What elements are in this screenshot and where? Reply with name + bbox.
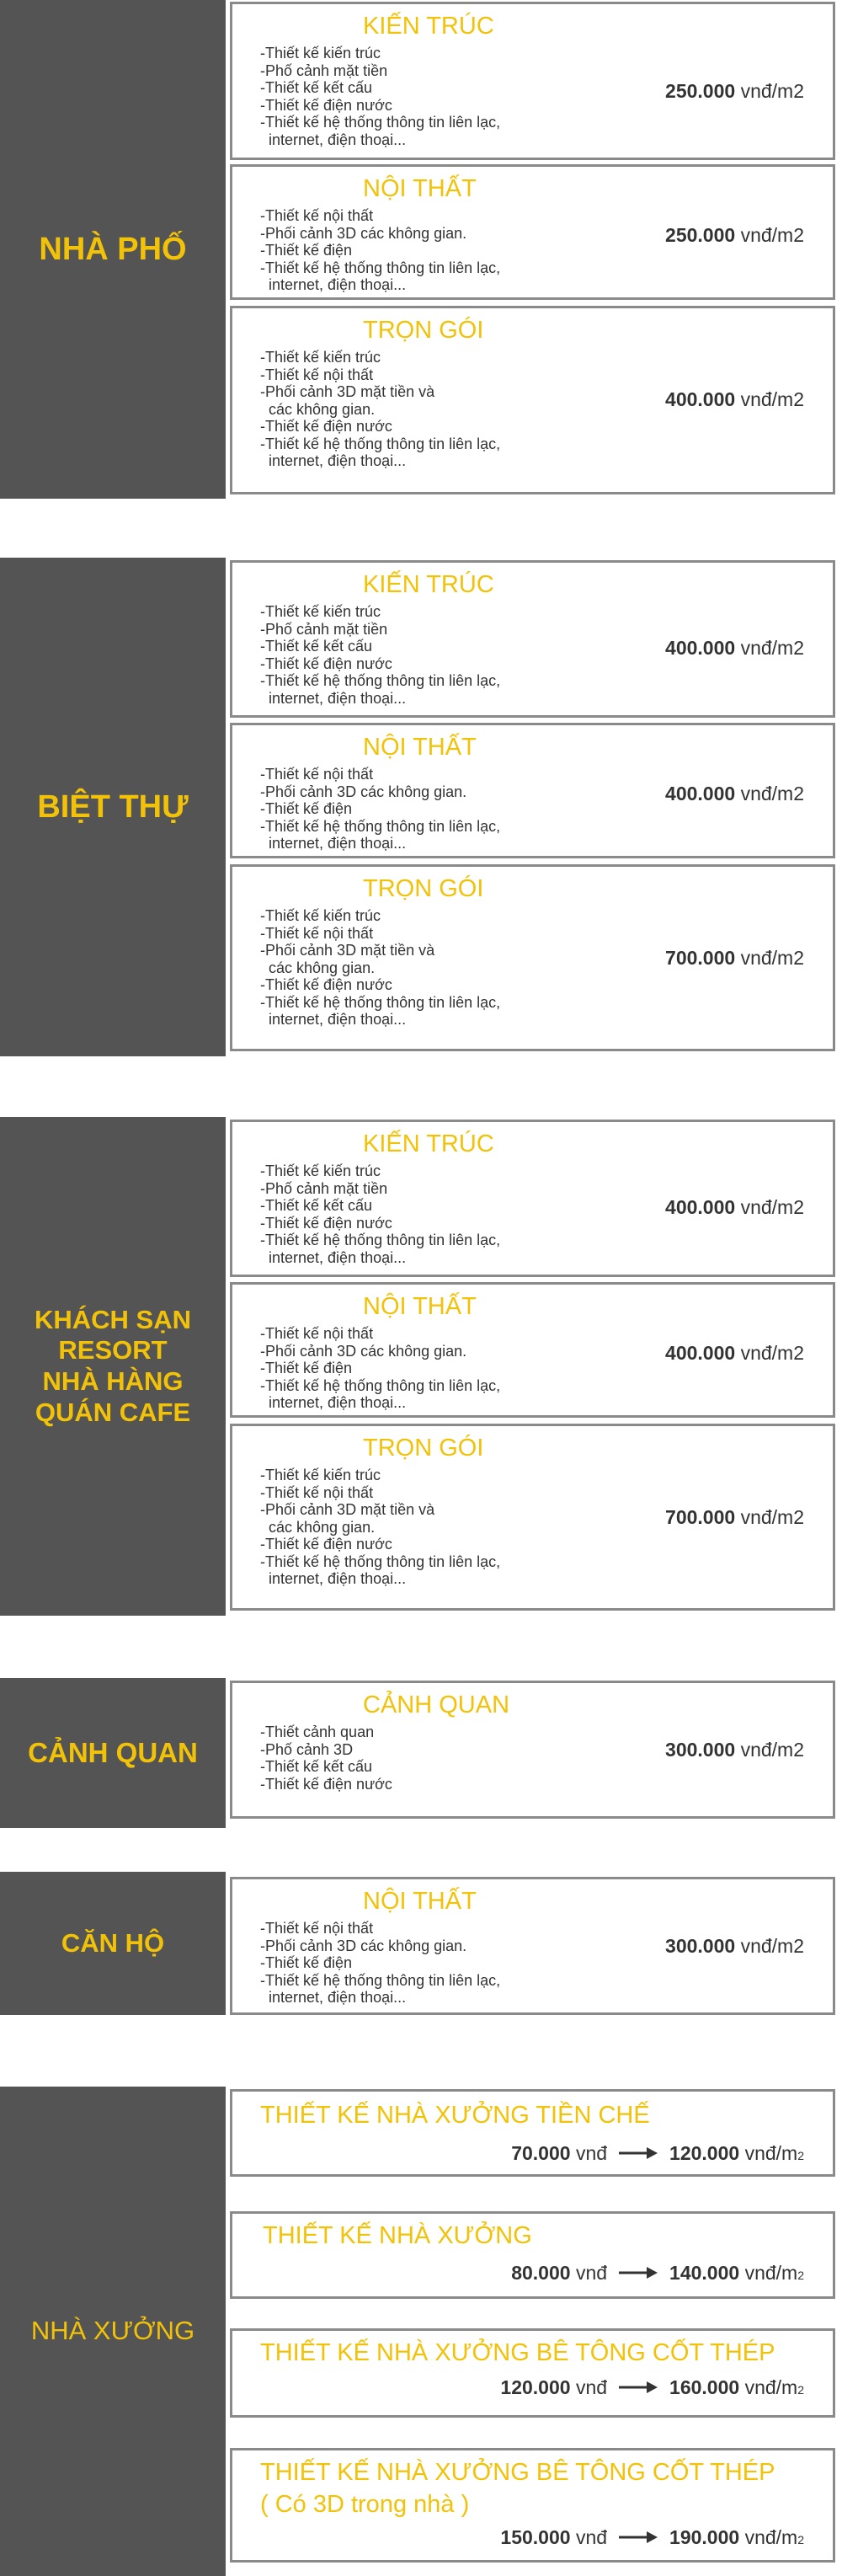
price-value: 400.000 xyxy=(665,1196,736,1218)
card-title: THIẾT KẾ NHÀ XƯỞNG TIỀN CHẾ xyxy=(260,2102,650,2129)
list-item: -Thiết kế điện xyxy=(260,1954,353,1971)
factory-card xyxy=(230,2211,835,2299)
price-value: 700.000 xyxy=(665,947,736,969)
price-to: 140.000 xyxy=(669,2262,740,2284)
price-value: 250.000 xyxy=(665,80,736,102)
arrow-right-icon xyxy=(619,2142,658,2165)
price xyxy=(665,1935,804,1958)
price-to-unit: vnđ/m xyxy=(744,2142,798,2164)
card-title: NỘI THẤT xyxy=(363,1293,477,1320)
price-card xyxy=(230,1424,835,1611)
list-item: -Thiết kế nội thất xyxy=(260,1920,374,1937)
list-item: -Phối cảnh 3D các không gian. xyxy=(260,783,467,800)
price xyxy=(665,388,804,411)
price xyxy=(665,1196,804,1219)
list-item: -Thiết kế kiến trúc xyxy=(260,603,381,620)
list-item: internet, điện thoại... xyxy=(260,452,407,469)
price-unit: vnđ/m2 xyxy=(740,388,804,410)
list-item: -Thiết kế hệ thống thông tin liên lạc, xyxy=(260,993,501,1011)
card-title: KIẾN TRÚC xyxy=(363,1130,494,1157)
section-title: NHÀ XƯỞNG xyxy=(30,2316,195,2346)
list-item: -Thiết kế điện nước xyxy=(260,1775,392,1793)
section-title: KHÁCH SẠN RESORT NHÀ HÀNG QUÁN CAFE xyxy=(35,1304,191,1427)
price-from-unit: vnđ xyxy=(575,2262,608,2284)
price-card xyxy=(230,1877,835,2015)
list-item: internet, điện thoại... xyxy=(260,835,407,852)
arrow-right-icon xyxy=(619,2376,658,2399)
price-from: 70.000 xyxy=(511,2142,571,2164)
list-item: -Thiết kế kết cấu xyxy=(260,638,373,655)
list-item: -Phối cảnh 3D mặt tiền và xyxy=(260,1501,435,1518)
price-card xyxy=(230,723,835,858)
list-item: -Thiết kế hệ thống thông tin liên lạc, xyxy=(260,1376,501,1394)
price-from-unit: vnđ xyxy=(575,2526,608,2548)
feature-list xyxy=(260,766,500,852)
price xyxy=(665,783,804,805)
list-item: -Thiết kế hệ thống thông tin liên lạc, xyxy=(260,259,501,276)
price-value: 400.000 xyxy=(665,783,736,804)
list-item: -Thiết kế hệ thống thông tin liên lạc, xyxy=(260,435,501,452)
price-card xyxy=(230,1681,835,1819)
price-unit: vnđ/m2 xyxy=(740,947,804,969)
feature-list xyxy=(260,603,500,707)
price-unit: vnđ/m2 xyxy=(740,1342,804,1364)
price-unit: vnđ/m2 xyxy=(740,1196,804,1218)
price-card xyxy=(230,164,835,300)
list-item: -Thiết kế kiến trúc xyxy=(260,1467,381,1483)
list-item: -Thiết kế kiến trúc xyxy=(260,907,381,924)
list-item: -Thiết kế kiến trúc xyxy=(260,349,381,366)
card-title: THIẾT KẾ NHÀ XƯỞNG BÊ TÔNG CỐT THÉP xyxy=(260,2339,775,2366)
list-item: -Thiết kế điện nước xyxy=(260,418,392,435)
card-title: CẢNH QUAN xyxy=(363,1692,510,1718)
list-item: -Phố cảnh mặt tiền xyxy=(260,61,388,79)
card-title: TRỌN GÓI xyxy=(363,875,484,902)
list-item: -Thiết kế kết cấu xyxy=(260,1197,373,1214)
list-item: internet, điện thoại... xyxy=(260,276,407,293)
list-item: internet, điện thoại... xyxy=(260,689,407,707)
section-sidebar-can-ho xyxy=(0,1872,226,2015)
list-item: -Thiết kế điện nước xyxy=(260,96,392,114)
price-unit: vnđ/m2 xyxy=(740,1506,804,1528)
list-item: -Thiết kế hệ thống thông tin liên lạc, xyxy=(260,1553,501,1570)
price-range xyxy=(500,2376,804,2399)
price-from-unit: vnđ xyxy=(575,2376,608,2398)
list-item: internet, điện thoại... xyxy=(260,1248,407,1266)
card-subtitle: ( Có 3D trong nhà ) xyxy=(260,2491,470,2518)
list-item: -Thiết kế điện nước xyxy=(260,976,392,993)
list-item: -Thiết kế nội thất xyxy=(260,1483,374,1501)
list-item: -Thiết kế nội thất xyxy=(260,207,374,224)
factory-card xyxy=(230,2448,835,2563)
price xyxy=(665,1739,804,1761)
price-card xyxy=(230,306,835,494)
price xyxy=(665,1342,804,1365)
feature-list xyxy=(260,45,500,148)
price xyxy=(665,80,804,103)
price-value: 400.000 xyxy=(665,388,736,410)
unit-exponent: 2 xyxy=(797,2533,804,2547)
list-item: -Thiết kế kiến trúc xyxy=(260,45,381,61)
list-item: internet, điện thoại... xyxy=(260,1394,407,1411)
list-item: -Thiết kế nội thất xyxy=(260,924,374,942)
price-to-unit: vnđ/m xyxy=(744,2262,798,2284)
price-from-unit: vnđ xyxy=(575,2142,608,2164)
section-sidebar-biet-thu xyxy=(0,558,226,1056)
list-item: internet, điện thoại... xyxy=(260,1011,407,1028)
price-card xyxy=(230,2,835,160)
card-title: KIẾN TRÚC xyxy=(363,571,494,598)
price xyxy=(665,224,804,247)
price-unit: vnđ/m2 xyxy=(740,783,804,804)
price-value: 250.000 xyxy=(665,224,736,246)
card-title: TRỌN GÓI xyxy=(363,1435,484,1462)
list-item: internet, điện thoại... xyxy=(260,1570,407,1587)
list-item: -Thiết kế điện xyxy=(260,242,353,259)
price-to: 120.000 xyxy=(669,2142,740,2164)
unit-exponent: 2 xyxy=(797,2383,804,2397)
price-range xyxy=(511,2142,804,2165)
list-item: -Thiết kế điện xyxy=(260,800,353,817)
section-sidebar-nha-pho xyxy=(0,0,226,499)
list-item: -Phố cảnh mặt tiền xyxy=(260,1179,388,1197)
feature-list xyxy=(260,1920,500,2007)
feature-list xyxy=(260,349,500,470)
list-item: -Phối cảnh 3D các không gian. xyxy=(260,1342,467,1360)
price xyxy=(665,637,804,660)
price-card xyxy=(230,1282,835,1418)
section-sidebar-canh-quan xyxy=(0,1678,226,1828)
card-title: NỘI THẤT xyxy=(363,1888,477,1915)
card-title: TRỌN GÓI xyxy=(363,317,484,344)
feature-list xyxy=(260,907,500,1029)
price-value: 400.000 xyxy=(665,1342,736,1364)
price-to-unit: vnđ/m xyxy=(744,2526,798,2548)
list-item: -Phối cảnh 3D các không gian. xyxy=(260,224,467,242)
list-item: -Thiết kế điện nước xyxy=(260,1214,392,1232)
section-sidebar-khach-san xyxy=(0,1117,226,1616)
feature-list xyxy=(260,1467,500,1588)
card-title: THIẾT KẾ NHÀ XƯỞNG BÊ TÔNG CỐT THÉP xyxy=(260,2459,775,2486)
price-from: 120.000 xyxy=(500,2376,571,2398)
price-unit: vnđ/m2 xyxy=(740,80,804,102)
unit-exponent: 2 xyxy=(797,2149,804,2162)
price-from: 150.000 xyxy=(500,2526,571,2548)
price-card xyxy=(230,864,835,1051)
arrow-right-icon xyxy=(619,2262,658,2285)
list-item: các không gian. xyxy=(260,1518,376,1536)
list-item: -Phố cảnh 3D xyxy=(260,1740,354,1758)
price-unit: vnđ/m2 xyxy=(740,1739,804,1761)
list-item: -Thiết kế kết cấu xyxy=(260,79,373,96)
price-from: 80.000 xyxy=(511,2262,571,2284)
feature-list xyxy=(260,1325,500,1412)
list-item: internet, điện thoại... xyxy=(260,131,407,148)
price-value: 300.000 xyxy=(665,1935,736,1957)
card-title: NỘI THẤT xyxy=(363,175,477,202)
price-value: 300.000 xyxy=(665,1739,736,1761)
list-item: -Thiết kế nội thất xyxy=(260,366,374,383)
price xyxy=(665,947,804,970)
price-value: 400.000 xyxy=(665,637,736,659)
list-item: -Thiết kế hệ thống thông tin liên lạc, xyxy=(260,672,501,689)
card-title: KIẾN TRÚC xyxy=(363,13,494,40)
price-to: 160.000 xyxy=(669,2376,740,2398)
list-item: internet, điện thoại... xyxy=(260,1989,407,2006)
factory-card xyxy=(230,2328,835,2418)
price-unit: vnđ/m2 xyxy=(740,1935,804,1957)
price xyxy=(665,1506,804,1529)
section-title: CẢNH QUAN xyxy=(28,1736,198,1768)
list-item: -Thiết kế kết cấu xyxy=(260,1758,373,1775)
list-item: -Phố cảnh mặt tiền xyxy=(260,620,388,638)
list-item: các không gian. xyxy=(260,400,376,418)
list-item: -Phối cảnh 3D mặt tiền và xyxy=(260,383,435,400)
list-item: các không gian. xyxy=(260,959,376,976)
list-item: -Thiết kế hệ thống thông tin liên lạc, xyxy=(260,1232,501,1248)
list-item: -Thiết kế hệ thống thông tin liên lạc, xyxy=(260,817,501,835)
list-item: -Thiết kế điện xyxy=(260,1360,353,1376)
card-title: THIẾT KẾ NHÀ XƯỞNG xyxy=(263,2222,532,2249)
price-to-unit: vnđ/m xyxy=(744,2376,798,2398)
list-item: -Thiết cảnh quan xyxy=(260,1724,375,1740)
price-card xyxy=(230,560,835,718)
price-to: 190.000 xyxy=(669,2526,740,2548)
price-card xyxy=(230,1120,835,1277)
list-item: -Thiết kế nội thất xyxy=(260,766,374,783)
price-range xyxy=(500,2526,804,2549)
section-title: NHÀ PHỐ xyxy=(39,231,187,267)
feature-list xyxy=(260,1724,392,1793)
list-item: -Phối cảnh 3D mặt tiền và xyxy=(260,942,435,959)
unit-exponent: 2 xyxy=(797,2269,804,2282)
list-item: -Thiết kế hệ thống thông tin liên lạc, xyxy=(260,1971,501,1989)
feature-list xyxy=(260,1162,500,1266)
list-item: -Thiết kế kiến trúc xyxy=(260,1162,381,1179)
list-item: -Thiết kế hệ thống thông tin liên lạc, xyxy=(260,114,501,131)
section-title: BIỆT THỰ xyxy=(37,788,189,825)
factory-card xyxy=(230,2089,835,2177)
price-range xyxy=(511,2262,804,2285)
list-item: -Thiết kế nội thất xyxy=(260,1325,374,1342)
list-item: -Thiết kế điện nước xyxy=(260,1536,392,1553)
list-item: -Phối cảnh 3D các không gian. xyxy=(260,1937,467,1954)
price-unit: vnđ/m2 xyxy=(740,224,804,246)
arrow-right-icon xyxy=(619,2526,658,2549)
section-title: CĂN HỘ xyxy=(61,1927,165,1958)
list-item: -Thiết kế điện nước xyxy=(260,655,392,672)
feature-list xyxy=(260,207,500,294)
section-sidebar-nha-xuong xyxy=(0,2087,226,2576)
price-unit: vnđ/m2 xyxy=(740,637,804,659)
card-title: NỘI THẤT xyxy=(363,734,477,761)
price-value: 700.000 xyxy=(665,1506,736,1528)
